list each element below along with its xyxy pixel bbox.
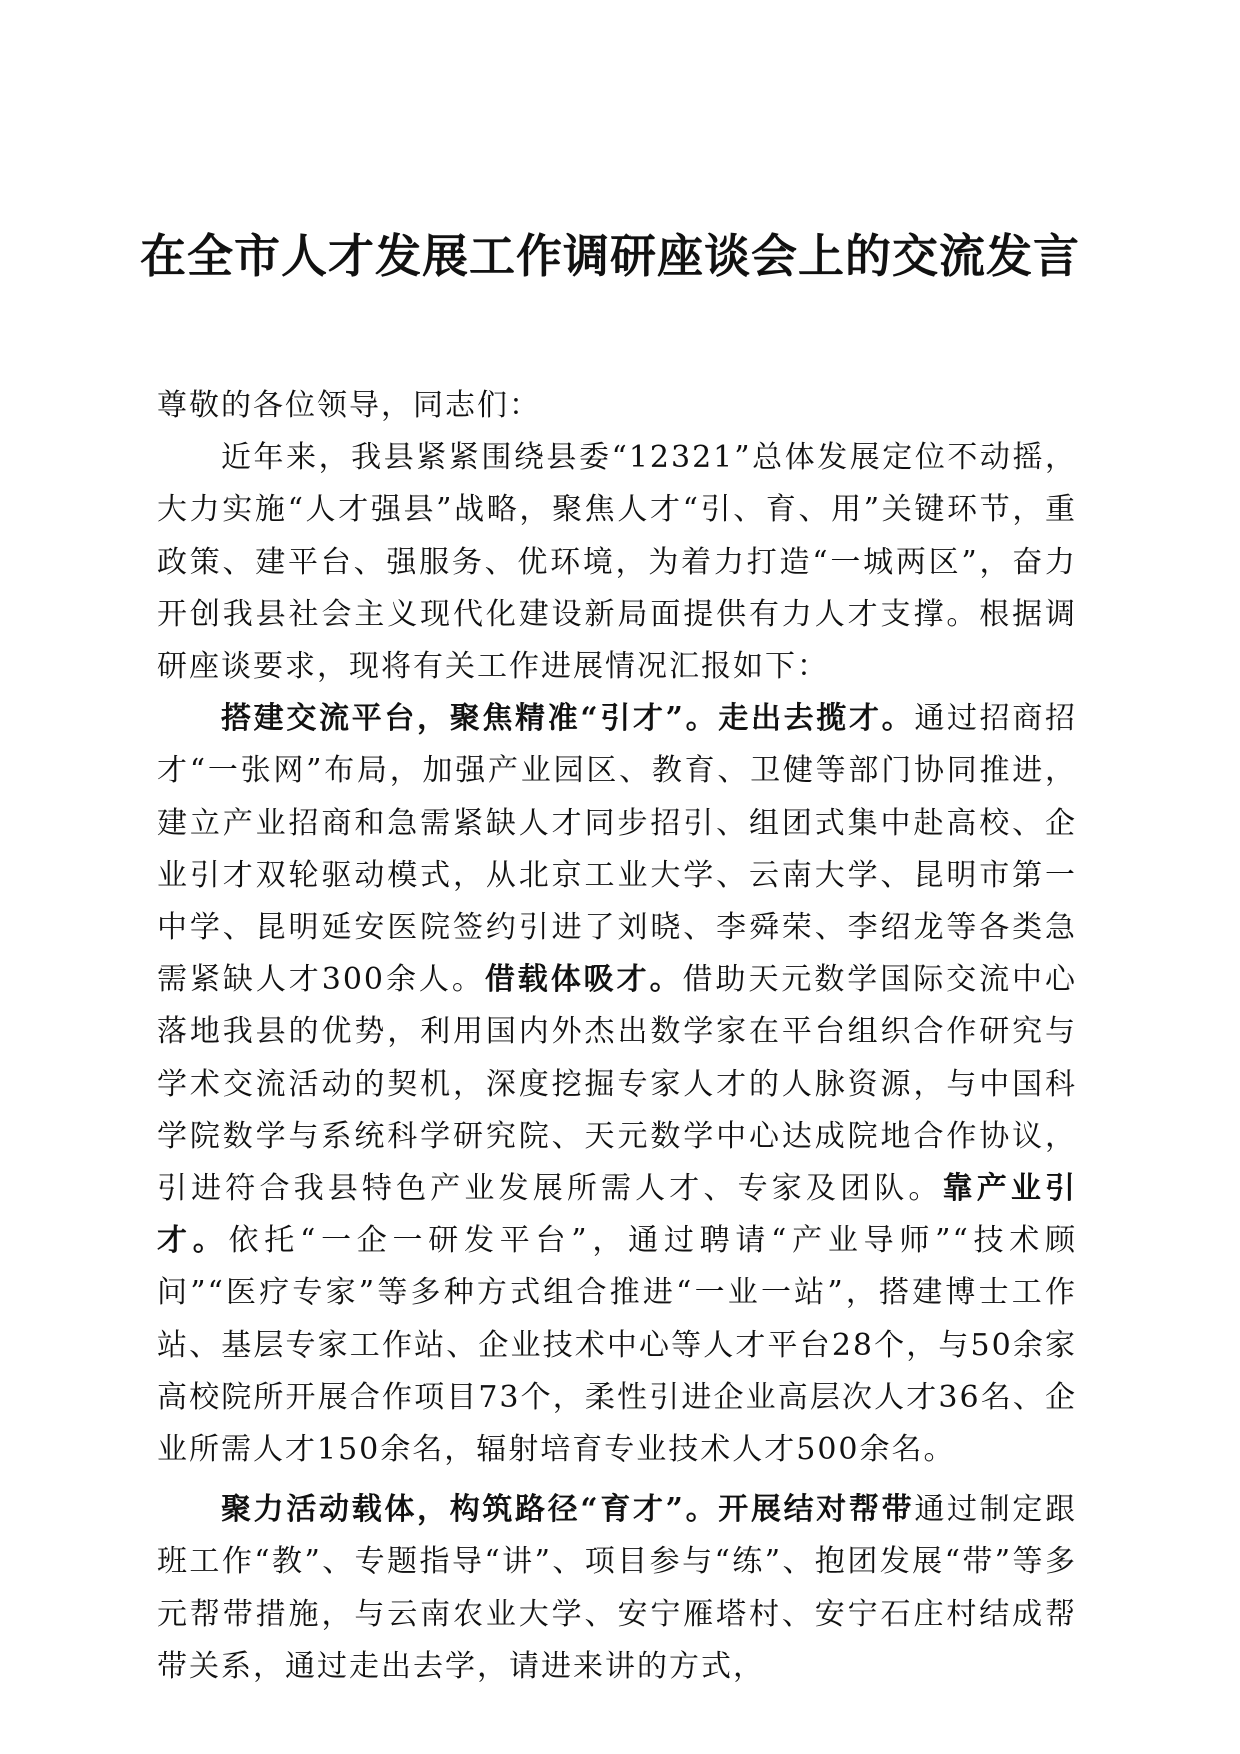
section-2-heading: 聚力活动载体，构筑路径“育才”。 bbox=[221, 1492, 719, 1528]
document-title: 在全市人才发展工作调研座谈会上的交流发言 bbox=[140, 229, 1080, 283]
document-body bbox=[157, 380, 1077, 1693]
section-1-paragraph bbox=[157, 693, 1077, 1476]
section-1-heading: 搭建交流平台，聚焦精准“引才”。 bbox=[221, 701, 719, 737]
section-2-paragraph bbox=[157, 1484, 1077, 1693]
section-2-sub-1-title: 开展结对帮带 bbox=[718, 1492, 915, 1528]
salutation: 尊敬的各位领导，同志们： bbox=[157, 388, 541, 423]
section-1-sub-3-title: 靠产业引才。 bbox=[157, 1171, 1078, 1259]
section-2-sub-1-text: 通过制定跟班工作“教”、专题指导“讲”、项目参与“练”、抱团发展“带”等多元帮带措施，与云南农业大学、安宁雁塔村、安宁石庄村结成帮带关系，通过走出去学，请进来讲的方式， bbox=[157, 1492, 1078, 1684]
section-1-sub-2-title: 借载体吸才。 bbox=[484, 962, 683, 998]
intro-paragraph: 近年来，我县紧紧围绕县委“12321”总体发展定位不动摇，大力实施“人才强县”战略，聚焦人才“引、育、用”关键环节，重政策、建平台、强服务、优环境，为着力打造“一城两区”，奋力开创我县社会主义现代化建设新局面提供有力人才支撑。根据调研座谈要求，现将有关工作进展情况汇报如下： bbox=[157, 440, 1077, 685]
section-1-sub-1-text: 通过招商招才“一张网”布局，加强产业园区、教育、卫健等部门协同推进，建立产业招商和急需紧缺人才同步招引、组团式集中赴高校、企业引才双轮驱动模式，从北京工业大学、云南大学、昆明市第一中学、昆明延安医院签约引进了刘晓、李舜荣、李绍龙等各类急需紧缺人才300余人。 bbox=[157, 701, 1078, 998]
section-1-sub-2-text: 借助天元数学国际交流中心落地我县的优势，利用国内外杰出数学家在平台组织合作研究与学术交流活动的契机，深度挖掘专家人才的人脉资源，与中国科学院数学与系统科学研究院、天元数学中心达成院地合作协议，引进符合我县特色产业发展所需人才、专家及团队。 bbox=[157, 962, 1078, 1207]
section-1-sub-1-title: 走出去揽才。 bbox=[718, 701, 915, 737]
section-1-sub-3-text: 依托“一企一研发平台”，通过聘请“产业导师”“技术顾问”“医疗专家”等多种方式组合推进“一业一站”，搭建博士工作站、基层专家工作站、企业技术中心等人才平台28个，与50余家高校院所开展合作项目73个，柔性引进企业高层次人才36名、企业所需人才150余名，辐射培育专业技术人才500余名。 bbox=[157, 1223, 1078, 1468]
